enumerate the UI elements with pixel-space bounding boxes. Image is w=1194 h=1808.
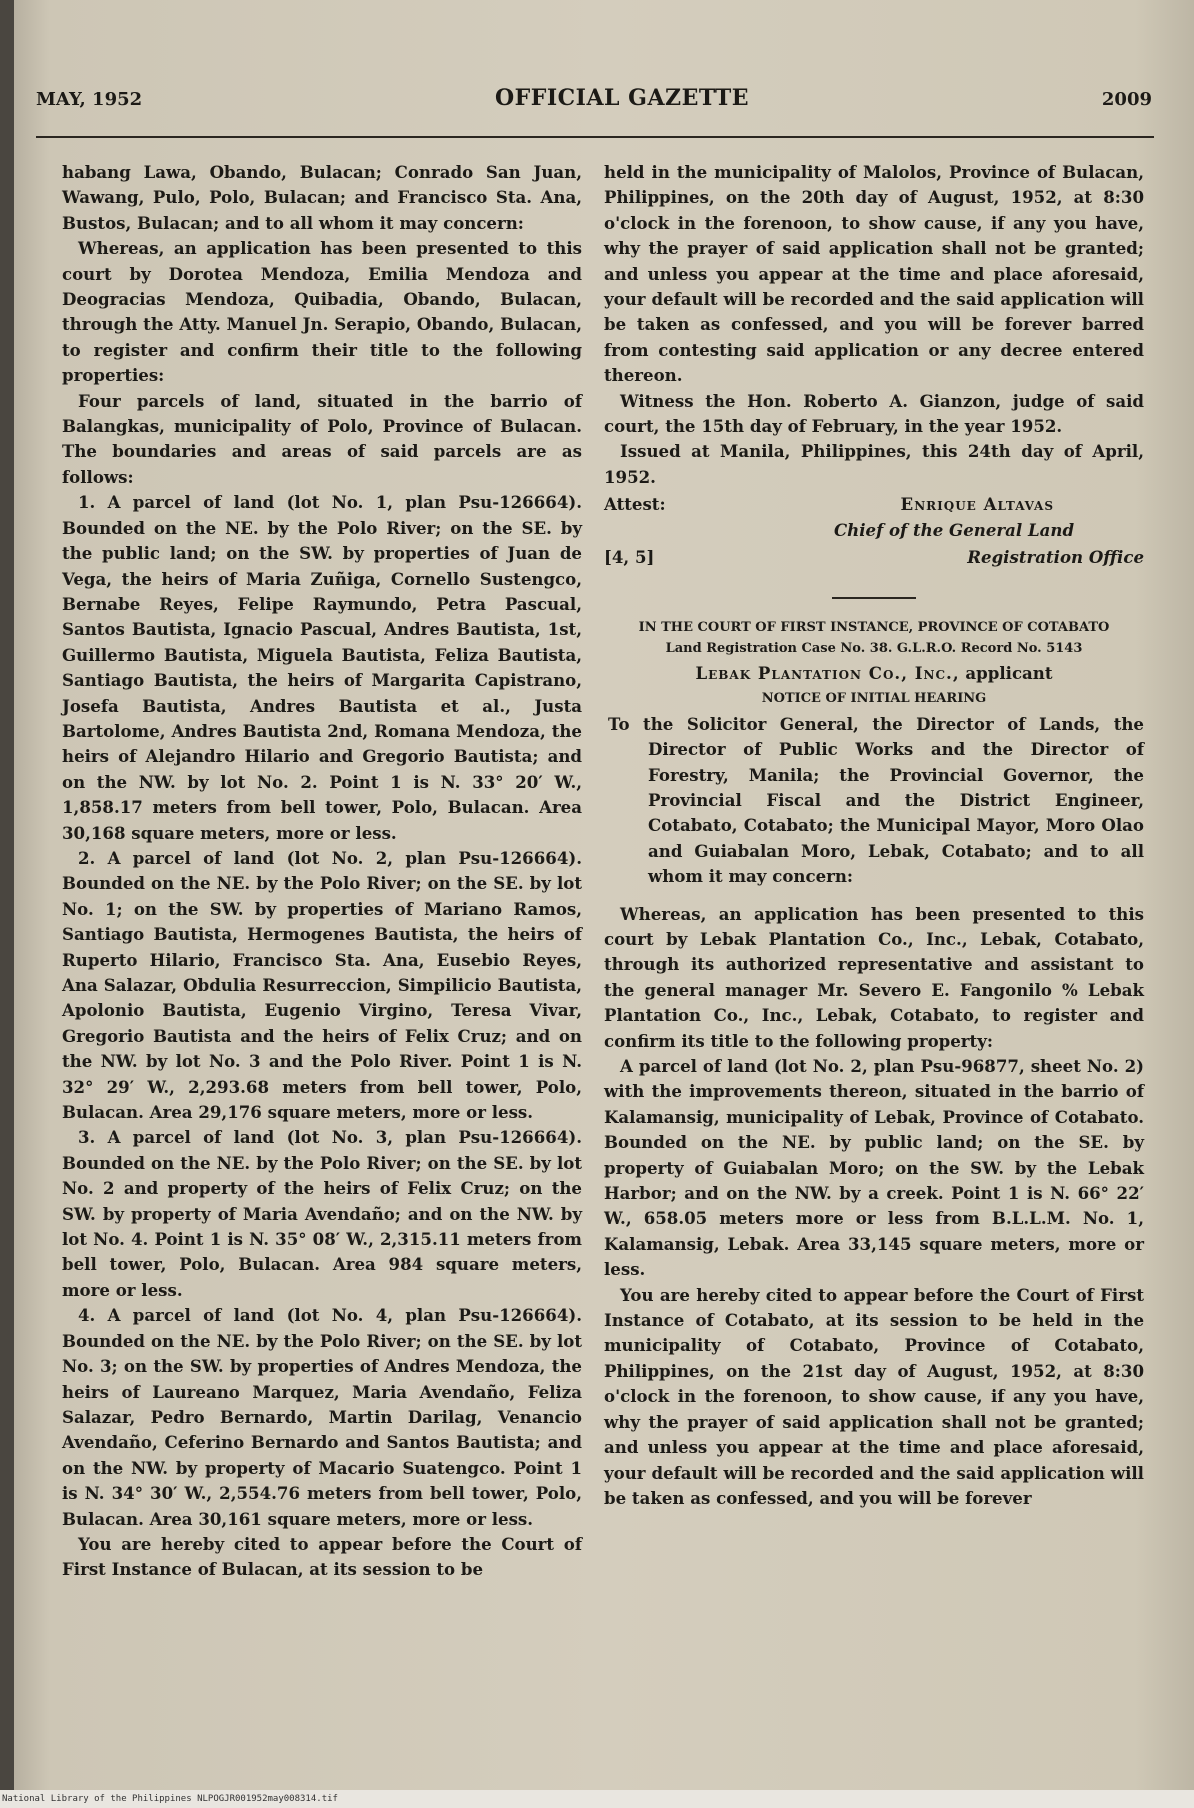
page-number: 2009 bbox=[1101, 89, 1152, 110]
attestation-line-2 bbox=[604, 545, 1144, 570]
header-title: OFFICIAL GAZETTE bbox=[494, 85, 750, 111]
paragraph: habang Lawa, Obando, Bulacan; Conrado San Juan, Wawang, Pulo, Polo, Bulacan; and Francisco Sta. Ana, Bustos, Bulacan; and to all whom it may concern: bbox=[62, 162, 582, 233]
paragraph: 1. A parcel of land (lot No. 1, plan Psu-126664). Bounded on the NE. by the Polo River; on the SE. by the public land; on the SW. by properties of Juan de Vega, the heirs of Maria Zuñiga, Cornello Sustengco, Bernabe Reyes, Felipe Raymundo, Petra Pascual, Santos Bautista, Ignacio Pascual, Andres Bautista, 1st, Guillermo Bautista, Miguela Bautista, Feliza Bautista, Santiago Bautista, the heirs of Margarita Capistrano, Josefa Bautista, Andres Bautista et al., Justa Bartolome, Andres Bautista 2nd, Romana Mendoza, the heirs of Alejandro Hilario and Gregorio Bautista; and on the NW. by lot No. 2. Point 1 is N. 33° 20′ W., 1,858.17 meters from bell tower, Polo, Bulacan. Area 30,168 square meters, more or less. bbox=[62, 492, 582, 843]
address-block: To the Solicitor General, the Director of Lands, the Director of Public Works and the Director of Forestry, Manila; the Provincial Governor, the Provincial Fiscal and the District Engineer, Cotabato, Cotabato; the Municipal Mayor, Moro Olao and Guiabalan Moro, Lebak, Cotabato; and to all whom it may concern: bbox=[608, 713, 1144, 887]
attest-name: Enrique Altavas bbox=[900, 494, 1054, 515]
applicant-line bbox=[604, 661, 1144, 686]
right-column bbox=[604, 160, 1144, 1511]
scan-footer: National Library of the Philippines NLPOGJR001952may008314.tif bbox=[0, 1790, 1194, 1808]
notice-heading: NOTICE OF INITIAL HEARING bbox=[761, 691, 987, 707]
paragraph: You are hereby cited to appear before the Court of First Instance of Cotabato, at its session to be held in the municipality of Cotabato, Province of Cotabato, Philippines, on the 21st day of August, 1952, at 8:30 o'clock in the forenoon, to show cause, if any you have, why the prayer of said application shall not be granted; and unless you appear at the time and place aforesaid, your default will be recorded and the said application will be taken as confessed, and you will be forever bbox=[604, 1284, 1144, 1508]
paragraph: Issued at Manila, Philippines, this 24th day of April, 1952. bbox=[604, 441, 1144, 487]
paragraph: You are hereby cited to appear before the Court of First Instance of Bulacan, at its session to be bbox=[62, 1533, 582, 1580]
paragraph: held in the municipality of Malolos, Province of Bulacan, Philippines, on the 20th day of August, 1952, at 8:30 o'clock in the forenoon, to show cause, if any you have, why the prayer of said application shall not be granted; and unless you appear at the time and place aforesaid, your default will be recorded and the said application will be taken as confessed, and you will be forever barred from contesting said application or any decree entered thereon. bbox=[604, 162, 1144, 386]
scanned-page bbox=[14, 0, 1194, 1790]
paragraph: 4. A parcel of land (lot No. 4, plan Psu-126664). Bounded on the NE. by the Polo River; on the SE. by lot No. 3; on the SW. by properties of Andres Mendoza, the heirs of Laureano Marquez, Maria Avendaño, Feliza Salazar, Pedro Bernardo, Martin Darilag, Venancio Avendaño, Ceferino Bernardo and Santos Bautista; and on the NW. by property of Macario Suatengco. Point 1 is N. 34° 30′ W., 2,554.76 meters from bell tower, Polo, Bulacan. Area 30,161 square meters, more or less. bbox=[62, 1305, 582, 1529]
running-header bbox=[36, 85, 1152, 125]
paragraph: Four parcels of land, situated in the barrio of Balangkas, municipality of Polo, Province of Bulacan. The boundaries and areas of said parcels are as follows: bbox=[62, 390, 582, 487]
attest-bracket: [4, 5] bbox=[604, 547, 655, 568]
paragraph: A parcel of land (lot No. 2, plan Psu-96877, sheet No. 2) with the improvements thereon, situated in the barrio of Kalamansig, municipality of Lebak, Province of Cotabato. Bounded on the NE. by public land; on the SE. by property of Guiabalan Moro; on the SW. by the Lebak Harbor; and on the NW. by a creek. Point 1 is N. 66° 22′ W., 658.05 meters more or less from B.L.L.M. No. 1, Kalamansig, Lebak. Area 33,145 square meters, more or less. bbox=[604, 1056, 1144, 1280]
attest-title-1: Chief of the General Land bbox=[833, 519, 1075, 540]
paragraph: 3. A parcel of land (lot No. 3, plan Psu-126664). Bounded on the NE. by the Polo River; on the SE. by lot No. 2 and property of the heirs of Felix Cruz; on the SW. by property of Maria Avendaño; and on the NW. by lot No. 4. Point 1 is N. 35° 08′ W., 2,315.11 meters from bell tower, Polo, Bulacan. Area 984 square meters, more or less. bbox=[62, 1127, 582, 1300]
paragraph: Witness the Hon. Roberto A. Gianzon, judge of said court, the 15th day of February, in the year 1952. bbox=[604, 390, 1144, 437]
attestation bbox=[604, 492, 1144, 517]
section-divider bbox=[832, 597, 916, 599]
paragraph: Whereas, an application has been presented to this court by Dorotea Mendoza, Emilia Mendoza and Deogracias Mendoza, Quibadia, Obando, Bulacan, through the Atty. Manuel Jn. Serapio, Obando, Bulacan, to register and confirm their title to the following properties: bbox=[62, 238, 582, 386]
applicant-suffix: applicant bbox=[959, 662, 1053, 683]
applicant-name: Lebak Plantation Co., Inc., bbox=[695, 662, 960, 683]
case-line: Land Registration Case No. 38. G.L.R.O. Record No. 5143 bbox=[665, 640, 1083, 656]
court-heading: IN THE COURT OF FIRST INSTANCE, PROVINCE OF COTABATO bbox=[638, 619, 1110, 635]
paragraph: Whereas, an application has been presented to this court by Lebak Plantation Co., Inc., Lebak, Cotabato, through its authorized representative and assistant to the general manager Mr. Severo E. Fangonilo % Lebak Plantation Co., Inc., Lebak, Cotabato, to register and confirm its title to the following property: bbox=[604, 903, 1144, 1051]
left-column bbox=[62, 160, 582, 1583]
attest-title-2: Registration Office bbox=[967, 547, 1144, 568]
paragraph: 2. A parcel of land (lot No. 2, plan Psu-126664). Bounded on the NE. by the Polo River; on the SE. by lot No. 1; on the SW. by properties of Mariano Ramos, Santiago Bautista, Hermogenes Bautista, the heirs of Ruperto Hilario, Francisco Sta. Ana, Eusebio Reyes, Ana Salazar, Obdulia Resurreccion, Simpilicio Bautista, Apolonio Bautista, Eugenio Virgino, Teresa Vivar, Gregorio Bautista and the heirs of Felix Cruz; and on the NW. by lot No. 3 and the Polo River. Point 1 is N. 32° 29′ W., 2,293.68 meters from bell tower, Polo, Bulacan. Area 29,176 square meters, more or less. bbox=[62, 847, 582, 1123]
header-rule bbox=[36, 136, 1154, 138]
attest-label: Attest: bbox=[604, 494, 666, 515]
header-date: MAY, 1952 bbox=[36, 89, 143, 110]
